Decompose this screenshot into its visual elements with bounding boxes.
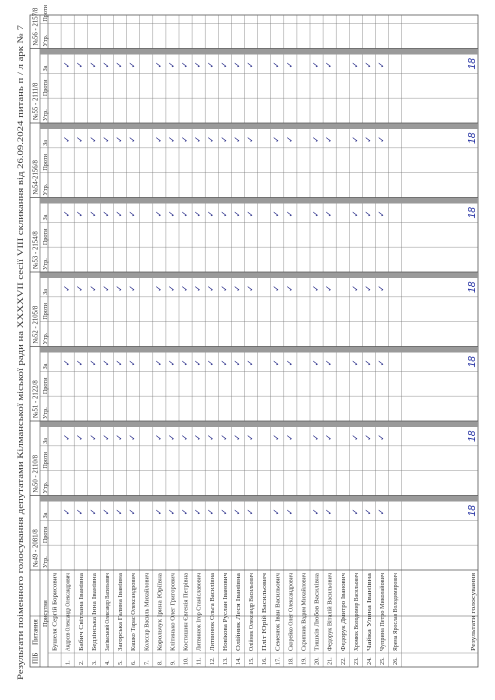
vote-check-mark: ✓ (166, 135, 177, 143)
vote-check-mark: ✓ (231, 61, 242, 69)
vote-check-mark: ✓ (61, 135, 72, 143)
vote-check-mark: ✓ (349, 210, 360, 218)
result-count: 18 (467, 207, 478, 219)
deputy-name: Заліваський Олександр Васильович (105, 559, 111, 651)
pib-header: ПІБ (31, 652, 40, 664)
vote-check-mark: ✓ (127, 210, 138, 218)
vote-check-mark: ✓ (153, 61, 164, 69)
vote-check-mark: ✓ (284, 508, 295, 516)
vote-check-mark: ✓ (349, 433, 360, 441)
option-label-2: За (41, 214, 49, 221)
result-count: 18 (467, 505, 478, 517)
vote-check-mark: ✓ (114, 135, 124, 143)
deputy-name: Федорук Дмитро Іванович (340, 583, 347, 651)
deputy-number: 10. (182, 657, 190, 665)
vote-check-mark: ✓ (74, 61, 85, 69)
vote-check-mark: ✓ (349, 135, 360, 143)
deputy-number: 25. (379, 657, 387, 665)
vote-check-mark: ✓ (218, 508, 229, 516)
vote-check-mark: ✓ (61, 433, 72, 441)
vote-check-mark: ✓ (205, 508, 216, 516)
vote-check-mark: ✓ (179, 61, 190, 69)
deputy-name: Литвинюк Ігор Станіславович (196, 573, 203, 651)
deputy-name: Олійник Олександр Васильович (249, 568, 256, 651)
deputy-name: Бедзінська Інна Іванівна (91, 588, 98, 651)
vote-check-mark: ✓ (205, 210, 216, 218)
deputy-name: Кашко Тарас Олександрович (131, 577, 138, 651)
vote-check-mark: ✓ (376, 433, 386, 441)
option-label-2: За (41, 363, 49, 370)
vote-check-mark: ✓ (61, 359, 72, 367)
item-header: №52 - 2105/8 (32, 305, 40, 344)
vote-check-mark: ✓ (61, 61, 72, 69)
vote-check-mark: ✓ (179, 433, 190, 441)
vote-check-mark: ✓ (192, 210, 203, 218)
result-count: 18 (467, 356, 478, 368)
vote-check-mark: ✓ (192, 508, 203, 516)
vote-check-mark: ✓ (218, 61, 229, 69)
vote-check-mark: ✓ (74, 135, 85, 143)
deputy-number: 5. (117, 660, 125, 665)
vote-check-mark: ✓ (284, 210, 295, 218)
vote-check-mark: ✓ (61, 210, 72, 218)
result-count: 18 (467, 430, 478, 442)
vote-check-mark: ✓ (179, 508, 190, 516)
option-label-0: Утр. (41, 109, 49, 121)
vote-check-mark: ✓ (218, 359, 229, 367)
deputy-number: 3. (90, 660, 98, 665)
item-header: №55 - 2111/8 (32, 82, 40, 120)
vote-check-mark: ✓ (179, 210, 190, 218)
deputy-name: Новікова Руслан Іванович (222, 584, 229, 651)
question-header: Питання (31, 619, 40, 645)
deputy-number: 12. (208, 657, 216, 665)
deputy-name: Корольчук Ірина Юріївна (157, 585, 164, 651)
vote-check-mark: ✓ (192, 61, 203, 69)
vote-check-mark: ✓ (205, 433, 216, 441)
vote-check-mark: ✓ (87, 359, 98, 367)
vote-check-mark: ✓ (284, 359, 295, 367)
vote-check-mark: ✓ (127, 508, 138, 516)
vote-check-mark: ✓ (179, 284, 190, 292)
vote-check-mark: ✓ (127, 284, 138, 292)
deputy-number: 8. (156, 660, 164, 665)
vote-check-mark: ✓ (323, 61, 334, 69)
deputy-name: Бабич Світлана Іванівна (78, 589, 85, 651)
vote-check-mark: ✓ (153, 359, 164, 367)
vote-check-mark: ✓ (376, 284, 386, 292)
item-header: №50 - 2110/8 (32, 454, 40, 493)
vote-check-mark: ✓ (271, 284, 282, 292)
vote-check-mark: ✓ (310, 135, 321, 143)
vote-check-mark: ✓ (362, 135, 373, 143)
deputy-name: Хромюк Володимир Васильович (353, 567, 360, 651)
vote-check-mark: ✓ (74, 359, 85, 367)
item-shade (40, 496, 478, 502)
vote-check-mark: ✓ (127, 433, 138, 441)
vote-check-mark: ✓ (114, 210, 124, 218)
item-shade (40, 347, 478, 353)
deputy-name: Клітинько Олег Григорович (170, 579, 177, 651)
vote-check-mark: ✓ (284, 433, 295, 441)
deputy-name: Литвинюк Ольга Василівна (209, 580, 216, 651)
vote-check-mark: ✓ (61, 284, 72, 292)
vote-check-mark: ✓ (166, 61, 177, 69)
deputy-number: 18. (287, 657, 295, 665)
vote-check-mark: ✓ (245, 433, 255, 441)
option-label-1: Проти (41, 377, 49, 395)
option-label-1: Проти (41, 5, 49, 22)
vote-check-mark: ✓ (205, 284, 216, 292)
deputy-name: Андрєєв Олександр Олександрович (65, 559, 72, 651)
vote-check-mark: ✓ (376, 508, 386, 516)
vote-check-mark: ✓ (100, 210, 111, 218)
deputy-number: 14. (235, 657, 242, 665)
vote-check-mark: ✓ (153, 508, 164, 516)
vote-check-mark: ✓ (362, 433, 373, 441)
vote-check-mark: ✓ (245, 210, 255, 218)
vote-check-mark: ✓ (100, 61, 111, 69)
vote-check-mark: ✓ (271, 210, 282, 218)
vote-check-mark: ✓ (166, 284, 177, 292)
vote-check-mark: ✓ (127, 135, 138, 143)
vote-check-mark: ✓ (87, 433, 98, 441)
vote-check-mark: ✓ (153, 433, 164, 441)
option-label-1: Проти (41, 154, 49, 171)
vote-check-mark: ✓ (323, 433, 334, 441)
vote-check-mark: ✓ (87, 210, 98, 218)
vote-check-mark: ✓ (218, 135, 229, 143)
deputy-name: Колєсар Василь Михайлович (144, 576, 151, 651)
deputy-name: Федорук Віталій Васильович (327, 576, 334, 651)
option-label-1: Проти (41, 526, 49, 544)
option-label-2: За (41, 512, 49, 519)
option-label-1: Проти (41, 303, 49, 320)
option-label-0: Утр. (41, 556, 49, 568)
deputy-number: 1. (64, 660, 72, 665)
vote-check-mark: ✓ (192, 359, 203, 367)
item-header: №54-2156/8 (32, 160, 40, 195)
vote-check-mark: ✓ (87, 135, 98, 143)
deputy-number: 6. (130, 660, 138, 665)
vote-check-mark: ✓ (362, 61, 373, 69)
result-count: 18 (467, 132, 478, 144)
vote-check-mark: ✓ (231, 284, 242, 292)
vote-check-mark: ✓ (231, 210, 242, 218)
vote-check-mark: ✓ (166, 359, 177, 367)
vote-check-mark: ✓ (310, 210, 321, 218)
vote-check-mark: ✓ (310, 433, 321, 441)
vote-check-mark: ✓ (205, 135, 216, 143)
vote-check-mark: ✓ (349, 61, 360, 69)
vote-check-mark: ✓ (376, 61, 386, 69)
option-label-1: Проти (41, 79, 49, 97)
vote-check-mark: ✓ (245, 61, 255, 69)
vote-check-mark: ✓ (284, 284, 295, 292)
vote-check-mark: ✓ (87, 61, 98, 69)
item-header: №49 - 2081/8 (32, 529, 40, 567)
result-count: 18 (467, 58, 478, 70)
vote-check-mark: ✓ (153, 135, 164, 143)
deputy-number: 13. (221, 657, 229, 665)
vote-check-mark: ✓ (205, 61, 216, 69)
deputy-number: 15. (248, 657, 256, 665)
deputy-number: 22. (339, 657, 347, 665)
vote-check-mark: ✓ (323, 284, 334, 292)
deputy-name: Тишків Любов Василівна (314, 585, 321, 651)
option-label-0: Утр. (41, 481, 49, 494)
option-label-1: Проти (41, 452, 49, 469)
vote-check-mark: ✓ (153, 210, 164, 218)
vote-check-mark: ✓ (310, 508, 321, 516)
vote-check-mark: ✓ (245, 284, 255, 292)
deputy-number: 26. (392, 657, 400, 665)
option-label-0: Утр. (41, 34, 49, 47)
deputy-number: 11. (195, 657, 203, 665)
results-label: Результати голосування (471, 590, 477, 651)
vote-check-mark: ✓ (74, 210, 85, 218)
vote-check-mark: ✓ (310, 61, 321, 69)
vote-check-mark: ✓ (192, 284, 203, 292)
vote-check-mark: ✓ (114, 433, 124, 441)
vote-check-mark: ✓ (74, 508, 85, 516)
deputy-number: 7. (143, 660, 151, 665)
deputy-name: Семенюк Іван Васильович (275, 583, 282, 651)
item-shade (40, 272, 478, 278)
deputy-name: Олійник Леся Іванівна (236, 593, 242, 651)
vote-check-mark: ✓ (271, 61, 282, 69)
item-shade (40, 421, 478, 427)
vote-check-mark: ✓ (245, 359, 255, 367)
item-shade (40, 198, 478, 204)
vote-check-mark: ✓ (87, 284, 98, 292)
vote-check-mark: ✓ (231, 433, 242, 441)
vote-check-mark: ✓ (127, 61, 138, 69)
option-label-1: Проти (41, 228, 49, 246)
vote-check-mark: ✓ (166, 433, 177, 441)
deputy-name: Пліт Юрій Васильович (262, 592, 269, 651)
item-header: №56 - 2157/8 (32, 7, 40, 46)
deputy-name: Скрипник Вадим Михайлович (300, 573, 308, 651)
vote-check-mark: ✓ (376, 135, 386, 143)
vote-check-mark: ✓ (362, 359, 373, 367)
option-label-0: Утр. (41, 332, 49, 345)
deputy-name: Бушеля Сергій Борисович (52, 584, 59, 651)
item-shade (40, 123, 478, 129)
vote-check-mark: ✓ (100, 433, 111, 441)
deputy-number: 16. (261, 657, 269, 665)
vote-check-mark: ✓ (310, 284, 321, 292)
vote-check-mark: ✓ (271, 433, 282, 441)
vote-check-mark: ✓ (323, 508, 334, 516)
vote-check-mark: ✓ (127, 359, 138, 367)
deputy-number: 19. (300, 657, 308, 665)
vote-check-mark: ✓ (245, 508, 255, 516)
option-label-2: За (41, 288, 49, 295)
document-title: Результати поіменного голосування депутатами Кілманської міської ради на XXXXVII сесії VIII скликання від 26.09.2024 питань п / л арк № 7 (15, 155, 25, 680)
deputy-name: Загорська Галина Іванівна (118, 584, 125, 651)
vote-check-mark: ✓ (349, 359, 360, 367)
deputy-name: Скорейко Олег Олександрович (288, 571, 295, 651)
deputy-number: 9. (169, 660, 177, 665)
vote-check-mark: ✓ (362, 284, 373, 292)
vote-check-mark: ✓ (179, 135, 190, 143)
deputy-number: 17. (274, 657, 282, 665)
vote-check-mark: ✓ (192, 433, 203, 441)
item-shade (40, 49, 478, 55)
item-header: №53 - 2154/8 (32, 231, 40, 269)
vote-check-mark: ✓ (231, 508, 242, 516)
vote-check-mark: ✓ (323, 359, 334, 367)
vote-check-mark: ✓ (166, 508, 177, 516)
vote-check-mark: ✓ (74, 284, 85, 292)
vote-check-mark: ✓ (114, 61, 124, 69)
vote-check-mark: ✓ (218, 433, 229, 441)
deputy-name: Чуприна Петро Миколайович (380, 575, 387, 651)
vote-check-mark: ✓ (192, 135, 203, 143)
deputy-name: Чайка Уляна Іванівна (367, 596, 373, 651)
item-header: №51 - 2122/8 (32, 380, 40, 418)
vote-check-mark: ✓ (362, 508, 373, 516)
deputy-number: 21. (326, 657, 334, 665)
vote-check-mark: ✓ (114, 508, 124, 516)
vote-check-mark: ✓ (271, 135, 282, 143)
vote-check-mark: ✓ (100, 135, 111, 143)
vote-check-mark: ✓ (114, 284, 124, 292)
vote-check-mark: ✓ (166, 210, 177, 218)
vote-check-mark: ✓ (284, 61, 295, 69)
vote-check-mark: ✓ (310, 359, 321, 367)
deputy-name: Костишин Євгенія Петрівна (183, 579, 190, 651)
option-label-2: За (41, 65, 49, 72)
result-count: 18 (467, 281, 478, 293)
option-label-0: Утр. (41, 407, 49, 419)
option-label-0: Утр. (41, 258, 49, 270)
vote-check-mark: ✓ (271, 508, 282, 516)
vote-check-mark: ✓ (376, 359, 386, 367)
vote-check-mark: ✓ (376, 210, 386, 218)
option-label-0: Утр. (41, 183, 49, 196)
vote-check-mark: ✓ (271, 359, 282, 367)
vote-check-mark: ✓ (179, 359, 190, 367)
deputy-number: 20. (313, 657, 321, 665)
vote-check-mark: ✓ (218, 210, 229, 218)
vote-check-mark: ✓ (61, 508, 72, 516)
deputy-name: Ярема Ярослав Володимирович (393, 569, 400, 651)
vote-check-mark: ✓ (284, 135, 295, 143)
vote-check-mark: ✓ (74, 433, 85, 441)
vote-check-mark: ✓ (114, 359, 124, 367)
vote-check-mark: ✓ (362, 210, 373, 218)
vote-check-mark: ✓ (323, 210, 334, 218)
deputy-number: 23. (352, 657, 360, 665)
option-label-2: За (41, 437, 49, 444)
vote-check-mark: ✓ (349, 284, 360, 292)
option-label-2: За (41, 139, 49, 146)
vote-check-mark: ✓ (349, 508, 360, 516)
vote-check-mark: ✓ (100, 508, 111, 516)
vote-check-mark: ✓ (231, 359, 242, 367)
vote-check-mark: ✓ (100, 284, 111, 292)
deputy-number: 4. (104, 660, 111, 665)
deputy-number: 24. (366, 657, 373, 665)
vote-check-mark: ✓ (245, 135, 255, 143)
present-header: Присутня (41, 600, 49, 627)
vote-check-mark: ✓ (323, 135, 334, 143)
vote-check-mark: ✓ (231, 135, 242, 143)
vote-check-mark: ✓ (87, 508, 98, 516)
deputy-number: 2. (77, 660, 85, 665)
vote-check-mark: ✓ (218, 284, 229, 292)
vote-check-mark: ✓ (153, 284, 164, 292)
vote-check-mark: ✓ (100, 359, 111, 367)
vote-check-mark: ✓ (205, 359, 216, 367)
